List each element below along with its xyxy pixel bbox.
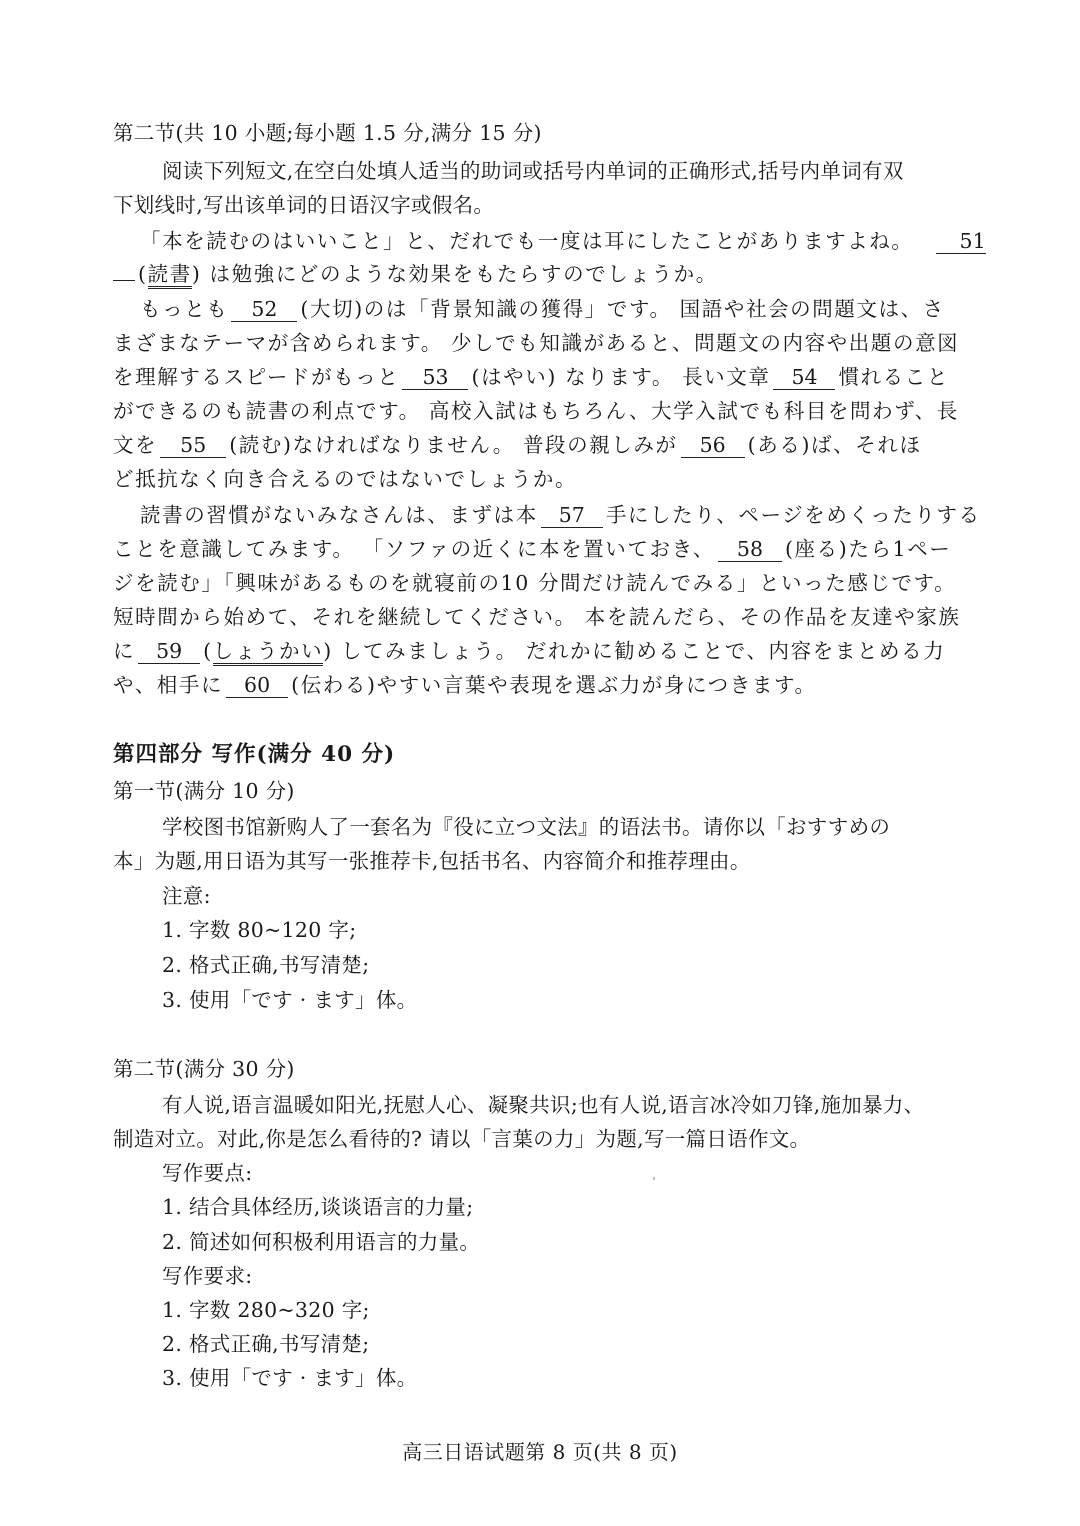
passage-text: してみましょう。 だれかに勧めることで、内容をまとめる力 xyxy=(340,639,946,663)
note-item: 3. 使用「です · ます」体。 xyxy=(162,988,418,1012)
passage-text: は勉強にどのような効果をもたらすのでしょうか。 xyxy=(209,262,718,286)
instruction-line: 下划线时,写出该单词的日语汉字或假名。 xyxy=(113,193,495,217)
passage-line: ど抵抗なく向き合えるのではないでしょうか。 xyxy=(113,467,578,491)
requirement-item: 3. 使用「です · ます」体。 xyxy=(162,1366,418,1390)
passage-line: ジを読む」「興味があるものを就寝前の10 分間だけ読んでみる」といった感じです。 xyxy=(113,571,957,595)
blank-57: 57 xyxy=(541,503,603,528)
requirements-label: 写作要求: xyxy=(162,1264,253,1288)
passage-line: ができるのも読書の利点です。 高校入試はもちろん、大学入試でも科目を問わず、長 xyxy=(113,399,959,423)
passage-line xyxy=(140,498,981,532)
section-heading: 第二节(满分 30 分) xyxy=(113,1057,295,1081)
blank-59: 59 xyxy=(138,639,200,664)
instruction-line: 阅读下列短文,在空白处填人适当的助词或括号内单词的正确形式,括号内单词有双 xyxy=(162,159,904,183)
double-underlined-word: 読書 xyxy=(148,262,192,289)
passage-text: 手にしたり、ページをめくったりする xyxy=(605,503,981,527)
prompt-line: 学校图书馆新购人了一套名为『役に立つ文法』的语法书。请你以「おすすめの xyxy=(162,815,891,839)
note-label: 注意: xyxy=(162,884,211,908)
blank-51-tail xyxy=(113,280,135,281)
page-footer: 高三日语试题第 8 页(共 8 页) xyxy=(402,1440,678,1464)
note-item: 2. 格式正确,书写清楚; xyxy=(162,953,370,977)
passage-line: に 59 (しょうかい) してみましょう。 だれかに勧めることで、内容をまとめる力 xyxy=(113,634,975,668)
passage-text: (はやい) なります。 長い文章 xyxy=(471,365,771,389)
passage-text: 読書の習慣がないみなさんは、まずは本 xyxy=(140,503,538,527)
passage-line: 短時間から始めて、それを継続してください。 本を読んだら、その作品を友達や家族 xyxy=(113,605,961,629)
section-heading: 第二节(共 10 小题;每小题 1.5 分,满分 15 分) xyxy=(113,121,542,145)
passage-text: ことを意識してみます。 「ソファの近くに本を置いておき、 xyxy=(113,537,715,561)
note-item: 1. 字数 80~120 字; xyxy=(162,918,357,942)
passage-text: や、相手に xyxy=(113,673,224,697)
scan-speck xyxy=(653,1177,655,1180)
passage-text: もっとも xyxy=(140,297,229,321)
section-heading: 第一节(满分 10 分) xyxy=(113,779,295,803)
passage-line xyxy=(113,360,975,394)
passage-text: に xyxy=(113,639,136,663)
passage-text: (ある)ば、それほ xyxy=(747,433,922,457)
passage-text: (座る)たら1ペー xyxy=(784,537,952,561)
part-title: 第四部分 写作(满分 40 分) xyxy=(113,742,396,767)
passage-line xyxy=(140,292,975,326)
double-underlined-word: しょうかい xyxy=(213,639,324,666)
passage-line xyxy=(140,224,986,258)
passage-text: (読む)なければなりません。 普段の親しみが xyxy=(229,433,678,457)
passage-line xyxy=(113,428,975,462)
passage-line xyxy=(113,532,975,566)
passage-text: (大切)のは「背景知識の獲得」です。 国語や社会の問題文は、さ xyxy=(300,297,945,321)
blank-56: 56 xyxy=(681,433,745,458)
blank-51: 51 xyxy=(936,229,986,254)
passage-line: (読書) は勉強にどのような効果をもたらすのでしょうか。 xyxy=(113,257,975,291)
prompt-line: 制造对立。对此,你是怎么看待的? 请以「言葉の力」为题,写一篇日语作文。 xyxy=(113,1127,811,1151)
blank-60: 60 xyxy=(226,673,288,698)
blank-52: 52 xyxy=(231,297,297,322)
passage-text: 「本を読むのはいいこと」と、だれでも一度は耳にしたことがありますよね。 xyxy=(140,229,914,253)
point-item: 2. 简述如何积极利用语言的力量。 xyxy=(162,1230,481,1254)
requirement-item: 2. 格式正确,书写清楚; xyxy=(162,1332,370,1356)
passage-line xyxy=(113,668,975,702)
prompt-line: 有人说,语言温暖如阳光,抚慰人心、凝聚共识;也有人说,语言冰冷如刀锋,施加暴力、 xyxy=(162,1093,925,1117)
blank-53: 53 xyxy=(402,365,468,390)
passage-text: を理解するスピードがもっと xyxy=(113,365,400,389)
points-label: 写作要点: xyxy=(162,1161,253,1185)
passage-text: 文を xyxy=(113,433,158,457)
prompt-line: 本」为题,用日语为其写一张推荐卡,包括书名、内容简介和推荐理由。 xyxy=(113,849,751,873)
passage-text: (伝わる)やすい言葉や表現を選ぶ力が身につきます。 xyxy=(291,673,817,697)
passage-line: まざまなテーマが含められます。 少しでも知識があると、問題文の内容や出題の意図 xyxy=(113,331,960,355)
blank-58: 58 xyxy=(718,537,782,562)
blank-55: 55 xyxy=(160,433,226,458)
passage-text: 慣れること xyxy=(838,365,949,389)
requirement-item: 1. 字数 280~320 字; xyxy=(162,1298,370,1322)
point-item: 1. 结合具体经历,谈谈语言的力量; xyxy=(162,1195,474,1219)
blank-54: 54 xyxy=(773,365,835,390)
